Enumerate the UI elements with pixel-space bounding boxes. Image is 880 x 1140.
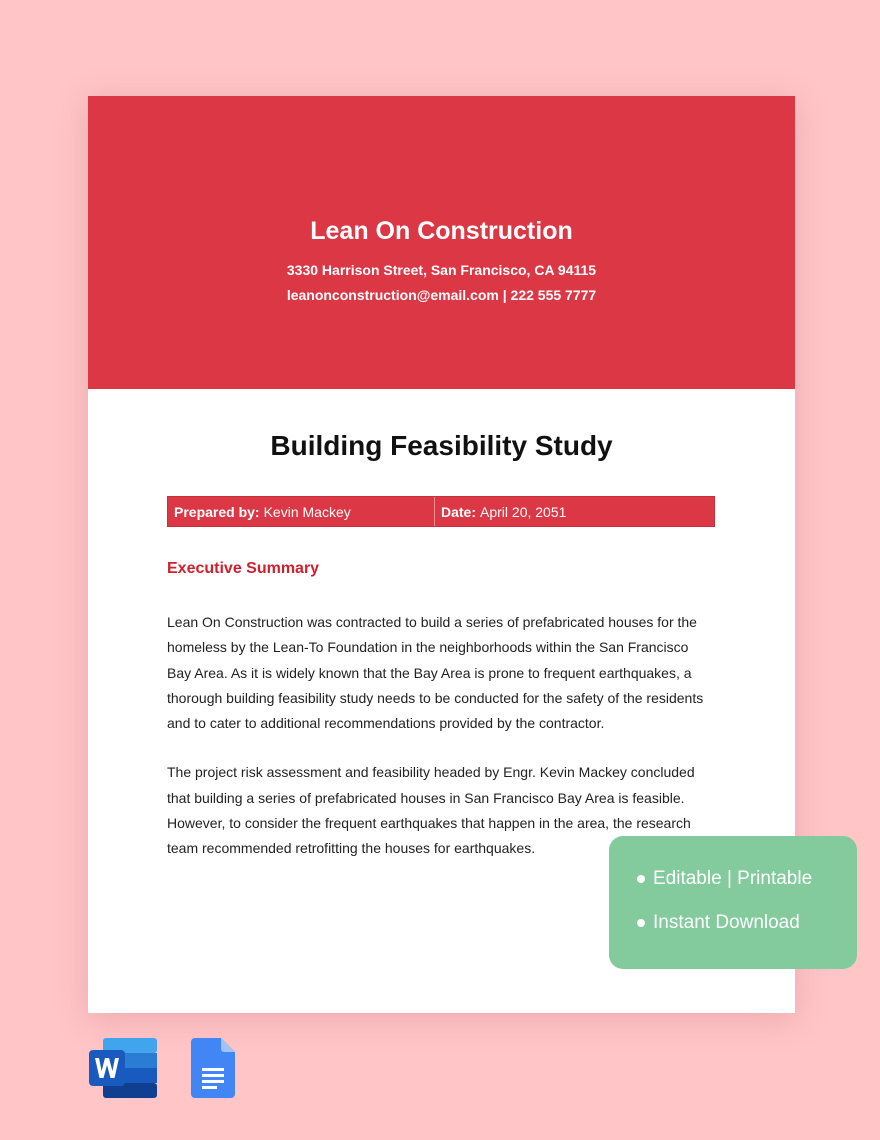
prepared-by-cell [168,497,435,526]
badge-item [637,912,800,934]
section-heading: Executive Summary [167,560,320,577]
date-label: Date: [441,503,477,520]
meta-table [167,496,715,527]
company-address: 3330 Harrison Street, San Francisco, CA 94115 [286,262,597,278]
badge-item-label: Editable | Printable [653,868,813,889]
company-contact: leanonconstruction@email.com | 222 555 7777 [286,287,597,303]
bullet-icon [637,875,645,883]
date-value: April 20, 2051 [480,503,567,520]
bullet-icon [637,919,645,927]
badge-item-label: Instant Download [653,912,800,933]
date-cell [435,497,566,526]
document-title: Building Feasibility Study [270,430,613,461]
badge-item [637,868,812,890]
prepared-by-label: Prepared by: [174,503,260,520]
features-badge [609,836,857,969]
summary-paragraph-2: The project risk assessment and feasibility headed by Engr. Kevin Mackey concluded that building a series of prefabricated houses in San Francisco Bay Area is feasible. However, to consider the frequent earthquakes that happen in the area, the research team recommended retrofitting the houses for earthquakes. [167,764,695,857]
word-icon[interactable] [89,1038,157,1098]
google-docs-icon[interactable] [191,1038,235,1098]
summary-paragraph-1: Lean On Construction was contracted to build a series of prefabricated houses for the homeless by the Lean-To Foundation in the neighborhoods within the San Francisco Bay Area. As it is widely known that the Bay Area is prone to frequent earthquakes, a thorough building feasibility study needs to be conducted for the safety of the residents and to cater to additional recommendations provided by the contractor. [167,614,704,732]
company-name: Lean On Construction [310,217,573,245]
prepared-by-value: Kevin Mackey [263,503,351,520]
letterhead [88,96,795,389]
